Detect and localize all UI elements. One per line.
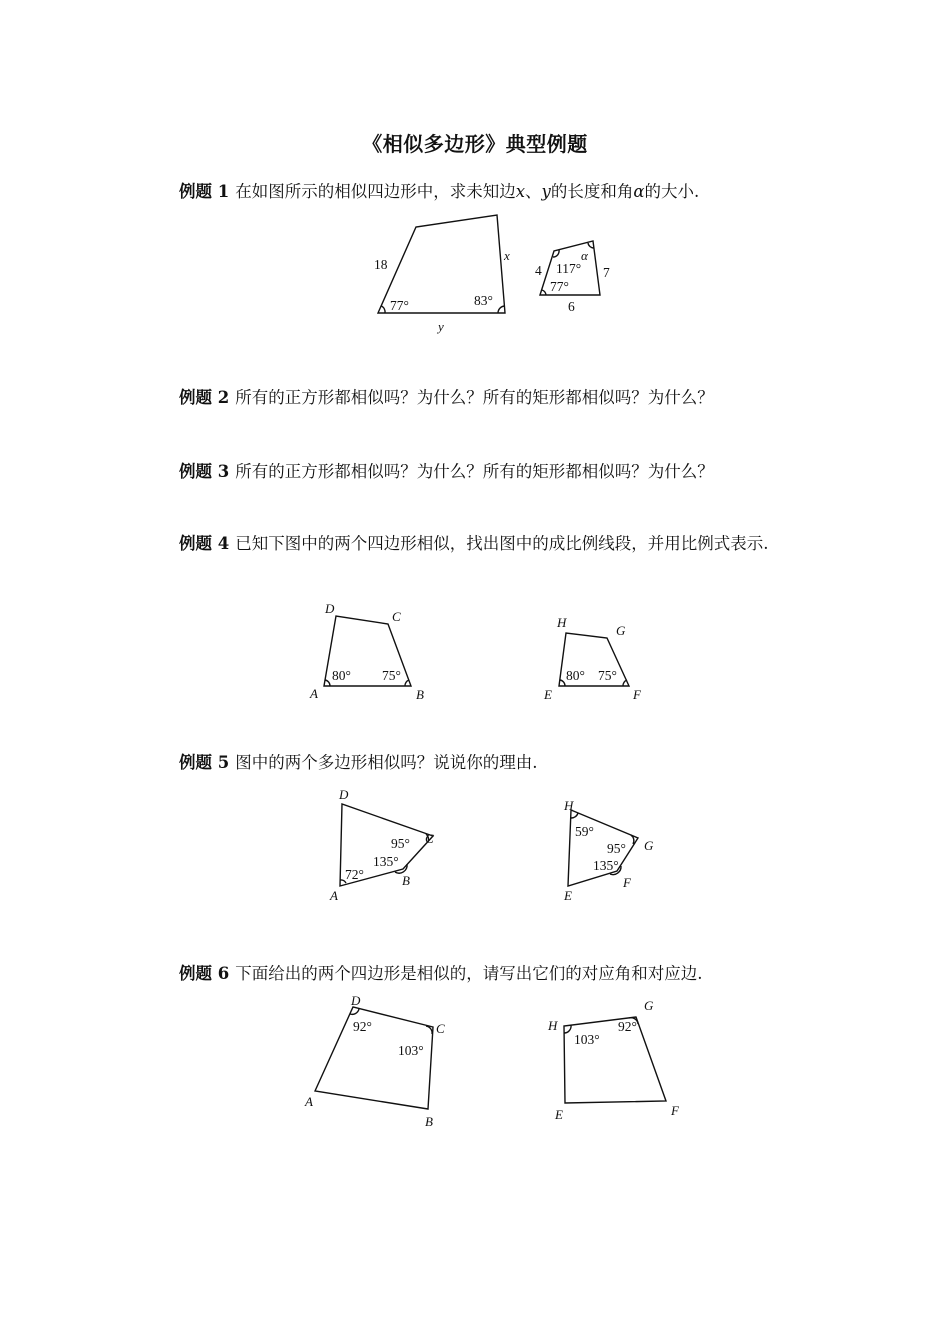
example-2 bbox=[145, 381, 805, 415]
small-angle-bottom-label: 77° bbox=[550, 279, 569, 294]
ex4-angle-b-label: 75° bbox=[382, 668, 401, 683]
ex4-vertex-a: A bbox=[310, 686, 318, 701]
ex6-vertex-h: H bbox=[548, 1018, 558, 1033]
example-1-text-c: 的大小. bbox=[644, 182, 700, 201]
ex6-vertex-g: G bbox=[644, 998, 654, 1013]
ex4-angle-e-label: 80° bbox=[566, 668, 585, 683]
ex5-angle-f-label: 135° bbox=[593, 858, 619, 873]
example-1 bbox=[145, 175, 805, 209]
ex6-vertex-e: E bbox=[555, 1107, 563, 1122]
ex5-vertex-b: B bbox=[402, 873, 410, 888]
example-2-label: 例题 2 bbox=[179, 388, 230, 407]
var-y: y bbox=[541, 182, 551, 201]
example-5-label: 例题 5 bbox=[179, 753, 230, 772]
ex5-angle-b-label: 135° bbox=[373, 854, 399, 869]
ex5-angle-c-label: 95° bbox=[391, 836, 410, 851]
ex4-left-angle-a-mark bbox=[325, 680, 330, 686]
ex6-vertex-d: D bbox=[351, 993, 361, 1008]
example-1-label: 例题 1 bbox=[179, 182, 230, 201]
ex5-right-angle-h-mark bbox=[571, 813, 578, 818]
example-5-figure bbox=[325, 782, 665, 912]
ex4-vertex-d: D bbox=[325, 601, 335, 616]
ex6-left-quadrilateral bbox=[315, 1007, 433, 1109]
large-side-right-label: x bbox=[504, 248, 510, 263]
small-side-right-label: 7 bbox=[603, 265, 610, 280]
small-angle-bottom-mark bbox=[542, 290, 546, 295]
example-6-text: 下面给出的两个四边形是相似的，请写出它们的对应角和对应边. bbox=[235, 964, 703, 983]
large-side-bottom-label: y bbox=[438, 319, 444, 334]
example-4 bbox=[145, 527, 805, 561]
large-side-left-label: 18 bbox=[374, 257, 388, 272]
ex5-vertex-c: C bbox=[425, 831, 434, 846]
example-6-figure bbox=[295, 993, 695, 1133]
ex6-angle-h-label: 103° bbox=[574, 1032, 600, 1047]
example-1-figure bbox=[360, 205, 620, 340]
ex4-vertex-f: F bbox=[633, 687, 641, 702]
ex6-vertex-a: A bbox=[305, 1094, 313, 1109]
small-side-bottom-label: 6 bbox=[568, 299, 575, 314]
example-4-figure bbox=[300, 600, 650, 710]
ex4-left-angle-b-mark bbox=[405, 680, 409, 686]
ex6-vertex-f: F bbox=[671, 1103, 679, 1118]
example-6 bbox=[145, 957, 805, 991]
ex4-vertex-g: G bbox=[616, 623, 626, 638]
ex4-right-angle-e-mark bbox=[560, 680, 565, 686]
example-1-text-a: 在如图所示的相似四边形中，求未知边 bbox=[235, 182, 516, 201]
ex5-angle-a-label: 72° bbox=[345, 867, 364, 882]
large-angle-right-mark bbox=[498, 306, 505, 313]
var-x: x bbox=[515, 182, 526, 201]
example-3 bbox=[145, 455, 805, 489]
example-4-label: 例题 4 bbox=[179, 534, 230, 553]
example-4-text: 已知下图中的两个四边形相似，找出图中的成比例线段，并用比例式表示. bbox=[235, 534, 769, 553]
var-alpha: α bbox=[633, 182, 645, 201]
ex6-vertex-b: B bbox=[425, 1114, 433, 1129]
small-angle-top-label: 117° bbox=[556, 261, 582, 276]
ex5-vertex-f: F bbox=[623, 875, 631, 890]
page-title: 《相似多边形》典型例题 bbox=[362, 132, 588, 156]
ex4-vertex-e: E bbox=[544, 687, 552, 702]
ex5-vertex-d: D bbox=[339, 787, 349, 802]
small-angle-alpha-label: α bbox=[581, 248, 588, 263]
large-angle-right-label: 83° bbox=[474, 293, 493, 308]
ex4-angle-f-label: 75° bbox=[598, 668, 617, 683]
ex6-angle-c-label: 103° bbox=[398, 1043, 424, 1058]
ex5-vertex-e: E bbox=[564, 888, 572, 903]
ex4-angle-a-label: 80° bbox=[332, 668, 351, 683]
large-angle-left-label: 77° bbox=[390, 298, 409, 313]
ex4-right-angle-f-mark bbox=[623, 680, 627, 686]
ex6-angle-d-label: 92° bbox=[353, 1019, 372, 1034]
example-3-text: 所有的正方形都相似吗？为什么？所有的矩形都相似吗？为什么？ bbox=[235, 462, 714, 481]
example-5-text: 图中的两个多边形相似吗？说说你的理由. bbox=[235, 753, 538, 772]
ex4-vertex-h: H bbox=[557, 615, 567, 630]
ex6-right-quadrilateral bbox=[564, 1017, 666, 1103]
ex5-vertex-h: H bbox=[564, 798, 574, 813]
example-1-text-sep: 、 bbox=[525, 182, 542, 201]
ex6-angle-g-label: 92° bbox=[618, 1019, 637, 1034]
ex6-vertex-c: C bbox=[436, 1021, 445, 1036]
large-angle-left-mark bbox=[382, 306, 386, 313]
ex4-vertex-b: B bbox=[416, 687, 424, 702]
ex5-angle-h-label: 59° bbox=[575, 824, 594, 839]
small-side-left-label: 4 bbox=[535, 263, 542, 278]
example-1-text-b: 的长度和角 bbox=[550, 182, 634, 201]
ex5-vertex-g: G bbox=[644, 838, 654, 853]
ex4-vertex-c: C bbox=[392, 609, 401, 624]
example-6-label: 例题 6 bbox=[179, 964, 230, 983]
ex5-angle-g-label: 95° bbox=[607, 841, 626, 856]
ex5-vertex-a: A bbox=[330, 888, 338, 903]
example-3-label: 例题 3 bbox=[179, 462, 230, 481]
example-5 bbox=[145, 746, 805, 780]
example-2-text: 所有的正方形都相似吗？为什么？所有的矩形都相似吗？为什么？ bbox=[235, 388, 714, 407]
